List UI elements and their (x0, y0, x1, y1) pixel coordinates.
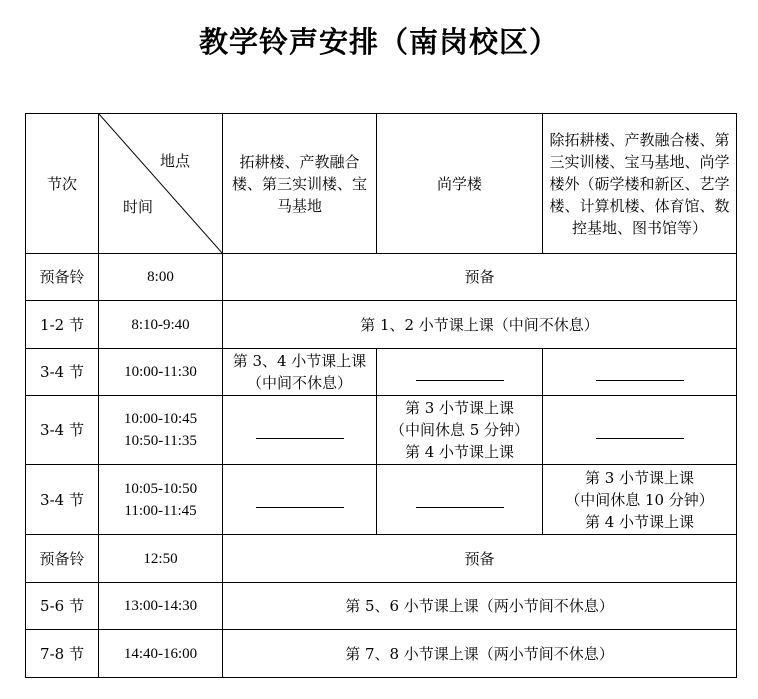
content-line-1: 第 3 小节课上课 (584, 468, 695, 487)
time-cell (99, 396, 223, 465)
dash-line (596, 438, 684, 439)
dash-line (256, 507, 344, 508)
content-cell-col-a: 第 3、4 小节课上课（中间不休息） (223, 349, 377, 396)
time-cell: 14:40-16:00 (99, 630, 223, 678)
empty-cell-col-b (377, 465, 543, 535)
content-line-3: 第 4 小节课上课 (584, 512, 695, 531)
table-row (26, 535, 737, 583)
table-row (26, 583, 737, 630)
table-row (26, 396, 737, 465)
dash-line (256, 438, 344, 439)
content-line-2: （中间休息 5 分钟） (389, 421, 530, 439)
empty-cell-col-a (223, 396, 377, 465)
content-cell-col-b (377, 396, 543, 465)
period-cell: 1-2 节 (26, 301, 99, 349)
empty-cell-col-a (223, 465, 377, 535)
time-line-2: 11:00-11:45 (124, 502, 197, 519)
table-row (26, 254, 737, 301)
header-col-b: 尚学楼 (377, 114, 543, 254)
bell-schedule-table (25, 113, 737, 678)
diagonal-line (99, 114, 223, 254)
time-line-2: 10:50-11:35 (124, 433, 197, 449)
table-row (26, 301, 737, 349)
period-cell: 预备铃 (26, 535, 99, 583)
time-line-1: 10:00-10:45 (123, 411, 198, 427)
table-row (26, 465, 737, 535)
period-cell: 7-8 节 (26, 630, 99, 678)
table-row (26, 349, 737, 396)
period-cell: 3-4 节 (26, 349, 99, 396)
content-cell: 第 1、2 小节课上课（中间不休息） (223, 301, 737, 349)
period-cell: 5-6 节 (26, 583, 99, 630)
empty-cell-col-b (377, 349, 543, 396)
content-cell: 第 5、6 小节课上课（两小节间不休息） (223, 583, 737, 630)
dash-line (596, 380, 684, 381)
content-line-2: （中间休息 10 分钟） (565, 490, 714, 509)
content-cell: 预备 (223, 254, 737, 301)
time-cell: 13:00-14:30 (99, 583, 223, 630)
period-cell: 预备铃 (26, 254, 99, 301)
content-cell: 预备 (223, 535, 737, 583)
header-diagonal-cell (99, 114, 223, 254)
dash-line (416, 380, 504, 381)
content-line-3: 第 4 小节课上课 (404, 443, 515, 461)
content-cell: 第 7、8 小节课上课（两小节间不休息） (223, 630, 737, 678)
header-col-a: 拓耕楼、产教融合楼、第三实训楼、宝马基地 (223, 114, 377, 254)
header-col-c: 除拓耕楼、产教融合楼、第三实训楼、宝马基地、尚学楼外（砺学楼和新区、艺学楼、计算机楼、体育馆、数控基地、图书馆等） (543, 114, 737, 254)
header-location-label: 地点 (159, 152, 190, 170)
table-row (26, 630, 737, 678)
header-row (26, 114, 737, 254)
time-cell: 12:50 (99, 535, 223, 583)
dash-line (416, 507, 504, 508)
page-title: 教学铃声安排（南岗校区） (198, 25, 559, 59)
empty-cell-col-c (543, 396, 737, 465)
header-time-label: 时间 (123, 198, 154, 216)
time-cell: 8:10-9:40 (99, 301, 223, 349)
header-period: 节次 (26, 114, 99, 254)
empty-cell-col-c (543, 349, 737, 396)
content-cell-col-c (543, 465, 737, 535)
time-line-1: 10:05-10:50 (123, 480, 198, 497)
time-cell (99, 465, 223, 535)
time-cell: 10:00-11:30 (99, 349, 223, 396)
content-line-1: 第 3 小节课上课 (404, 399, 515, 417)
time-cell: 8:00 (99, 254, 223, 301)
period-cell: 3-4 节 (26, 396, 99, 465)
period-cell: 3-4 节 (26, 465, 99, 535)
